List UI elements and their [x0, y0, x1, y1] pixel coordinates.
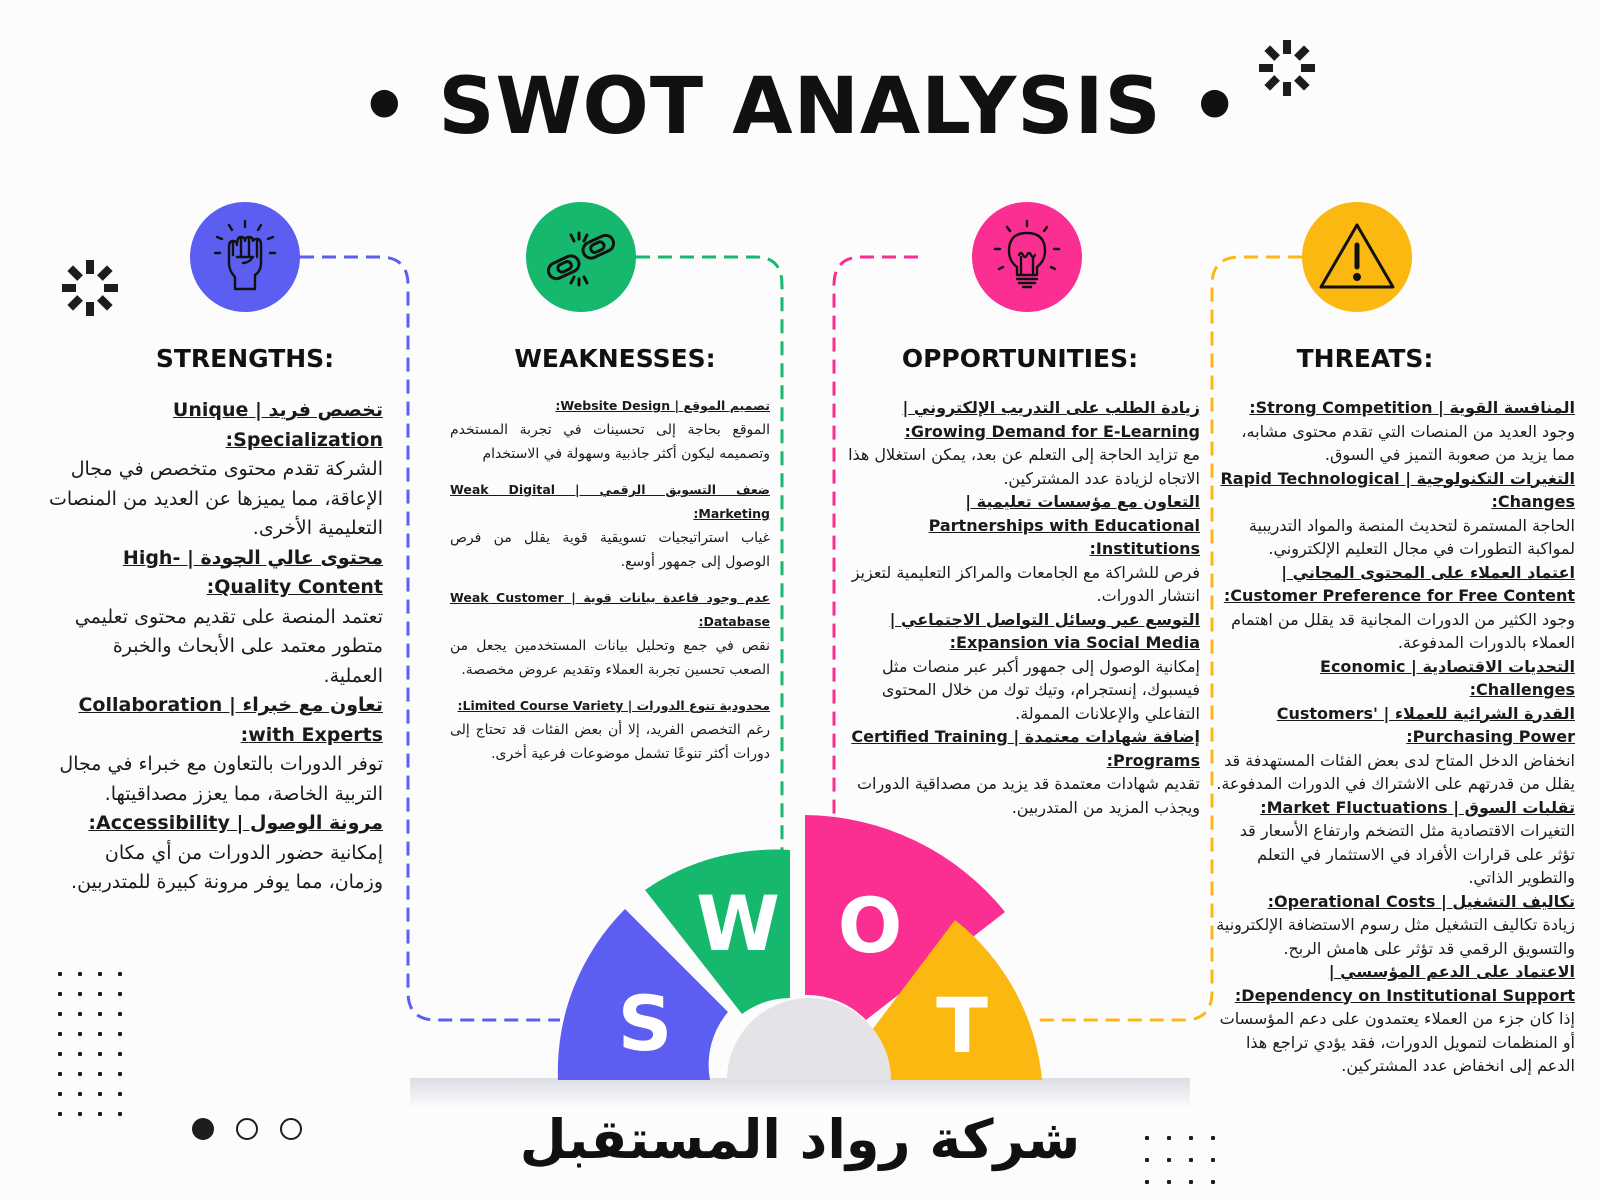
weaknesses-item-title: عدم وجود قاعدة بيانات قوية | Weak Customer Database: [450, 590, 770, 629]
threats-item-text: التغيرات الاقتصادية مثل التضخم وارتفاع الأسعار قد تؤثر على قرارات الأفراد في الاستثمار في التعلم والتطوير الذاتي. [1239, 821, 1575, 887]
threats-item-text: إذا كان جزء من العملاء يعتمدون على دعم المؤسسات أو المنظمات لتمويل الدورات، فقد يؤدي تراجع هذا الدعم إلى انخفاض عدد المشتركين. [1219, 1009, 1575, 1075]
opportunities-item-text: مع تزايد الحاجة إلى التعلم عن بعد، يمكن استغلال هذا الاتجاه لزيادة عدد المشتركين. [848, 445, 1200, 488]
threats-item-text: وجود العديد من المنصات التي تقدم محتوى مشابه، مما يزيد من صعوبة التميز في السوق. [1241, 421, 1575, 464]
pager-dot-active[interactable] [192, 1118, 214, 1140]
threats-heading: THREATS: [1296, 344, 1434, 373]
letter-w: W [696, 879, 780, 968]
weaknesses-item-text: الموقع بحاجة إلى تحسينات في تجربة المستخدم وتصميمه ليكون أكثر جاذبية وسهولة في الاستخدام [450, 422, 770, 462]
letter-t: T [936, 981, 988, 1070]
threats-item-title: تكاليف التشغيل | Operational Costs: [1267, 891, 1575, 911]
threats-item-title: التغيرات التكنولوجية | Rapid Technological Changes: [1220, 468, 1575, 511]
strengths-item-title: تعاون مع خبراء | Collaboration with Experts: [78, 694, 383, 746]
opportunities-item-title: زيادة الطلب على التدريب الإلكتروني | Growing Demand for E-Learning: [902, 398, 1200, 441]
opportunities-item-title: التعاون مع مؤسسات تعليمية | Partnerships with Educational Institutions: [928, 492, 1200, 558]
weaknesses-item-title: ضعف التسويق الرقمي | Weak Digital Marketing: [450, 482, 770, 521]
weaknesses-item-text: رغم التخصص الفريد، إلا أن بعض الفئات قد تحتاج إلى دورات أكثر تنوعًا تشمل موضوعات فرعية أخرى. [450, 722, 770, 762]
weaknesses-item-title: محدودية تنوع الدورات | Limited Course Variety: [457, 698, 770, 713]
strengths-item-title: تخصص فريد | Unique Specialization: [172, 399, 383, 451]
opportunities-item-text: تقديم شهادات معتمدة قد يزيد من مصداقية الدورات ويجذب المزيد من المتدربين. [856, 774, 1200, 817]
threats-item-title: اعتماد العملاء على المحتوى المجاني | Customer Preference for Free Content: [1223, 562, 1575, 605]
strengths-item-title: مرونة الوصول | Accessibility: [88, 812, 383, 834]
threats-item-text: زيادة تكاليف التشغيل مثل رسوم الاستضافة الإلكترونية والتسويق الرقمي قد تؤثر على هامش الربح. [1216, 915, 1575, 958]
opportunities-item-title: التوسع عبر وسائل التواصل الاجتماعي | Expansion via Social Media: [889, 609, 1200, 652]
pager-dots [192, 1118, 324, 1144]
company-name: شركة رواد المستقبل [519, 1108, 1081, 1171]
page-title: • SWOT ANALYSIS • [359, 62, 1241, 152]
strengths-item-title: محتوى عالي الجودة | High-Quality Content: [122, 546, 383, 598]
opportunities-heading: OPPORTUNITIES: [901, 344, 1139, 373]
strengths-heading: STRENGTHS: [155, 344, 335, 373]
letter-s: S [617, 979, 673, 1068]
strengths-item-text: الشركة تقدم محتوى متخصص في مجال الإعاقة، مما يميزها عن العديد من المنصات التعليمية الأخرى. [49, 458, 383, 539]
weaknesses-item-title: تصميم الموقع | Website Design: [555, 398, 770, 413]
weaknesses-heading: WEAKNESSES: [514, 344, 716, 373]
strengths-item-text: إمكانية حضور الدورات من أي مكان وزمان، مما يوفر مرونة كبيرة للمتدربين. [71, 841, 383, 893]
threats-item-text: الحاجة المستمرة لتحديث المنصة والمواد التدريبية لمواكبة التطورات في مجال التعليم الإلكتروني. [1248, 515, 1575, 558]
opportunities-item-text: فرص للشراكة مع الجامعات والمراكز التعليمية لتعزيز انتشار الدورات. [851, 562, 1200, 605]
opportunities-item-title: إضافة شهادات معتمدة | Certified Training Programs: [851, 727, 1200, 770]
threats-item-title: القدرة الشرائية للعملاء | Customers' Purchasing Power: [1276, 703, 1575, 746]
letter-o: O [837, 881, 903, 970]
weaknesses-item-text: نقص في جمع وتحليل بيانات المستخدمين يجعل من الصعب تحسين تجربة العملاء وتقديم عروض مخصصة. [450, 638, 770, 678]
threats-item-title: التحديات الاقتصادية | Economic Challenges: [1320, 656, 1575, 699]
pager-dot[interactable] [236, 1118, 258, 1140]
threats-item-text: وجود الكثير من الدورات المجانية قد يقلل من اهتمام العملاء بالدورات المدفوعة. [1231, 609, 1575, 652]
strengths-item-text: توفر الدورات بالتعاون مع خبراء في مجال التربية الخاصة، مما يعزز مصداقيتها. [59, 753, 383, 805]
threats-item-title: المنافسة القوية | Strong Competition: [1249, 398, 1575, 417]
threats-item-title: تقلبات السوق | Market Fluctuations: [1260, 797, 1575, 817]
strengths-item-text: تعتمد المنصة على تقديم محتوى تعليمي متطور معتمد على الأبحاث والخبرة العملية. [74, 605, 383, 687]
pager-dot[interactable] [280, 1118, 302, 1140]
threats-item-title: الاعتماد على الدعم المؤسسي | Dependency on Institutional Support: [1234, 962, 1575, 1005]
threats-item-text: انخفاض الدخل المتاح لدى بعض الفئات المستهدفة قد يقلل من قدرتهم على الاشتراك في الدورات المدفوعة. [1216, 750, 1575, 793]
weaknesses-item-text: غياب استراتيجيات تسويقية قوية يقلل من فرص الوصول إلى جمهور أوسع. [450, 530, 770, 570]
opportunities-item-text: إمكانية الوصول إلى جمهور أكبر عبر منصات مثل فيسبوك، إنستجرام، وتيك توك من خلال المحتوى التفاعلي والإعلانات الممولة. [881, 656, 1200, 723]
